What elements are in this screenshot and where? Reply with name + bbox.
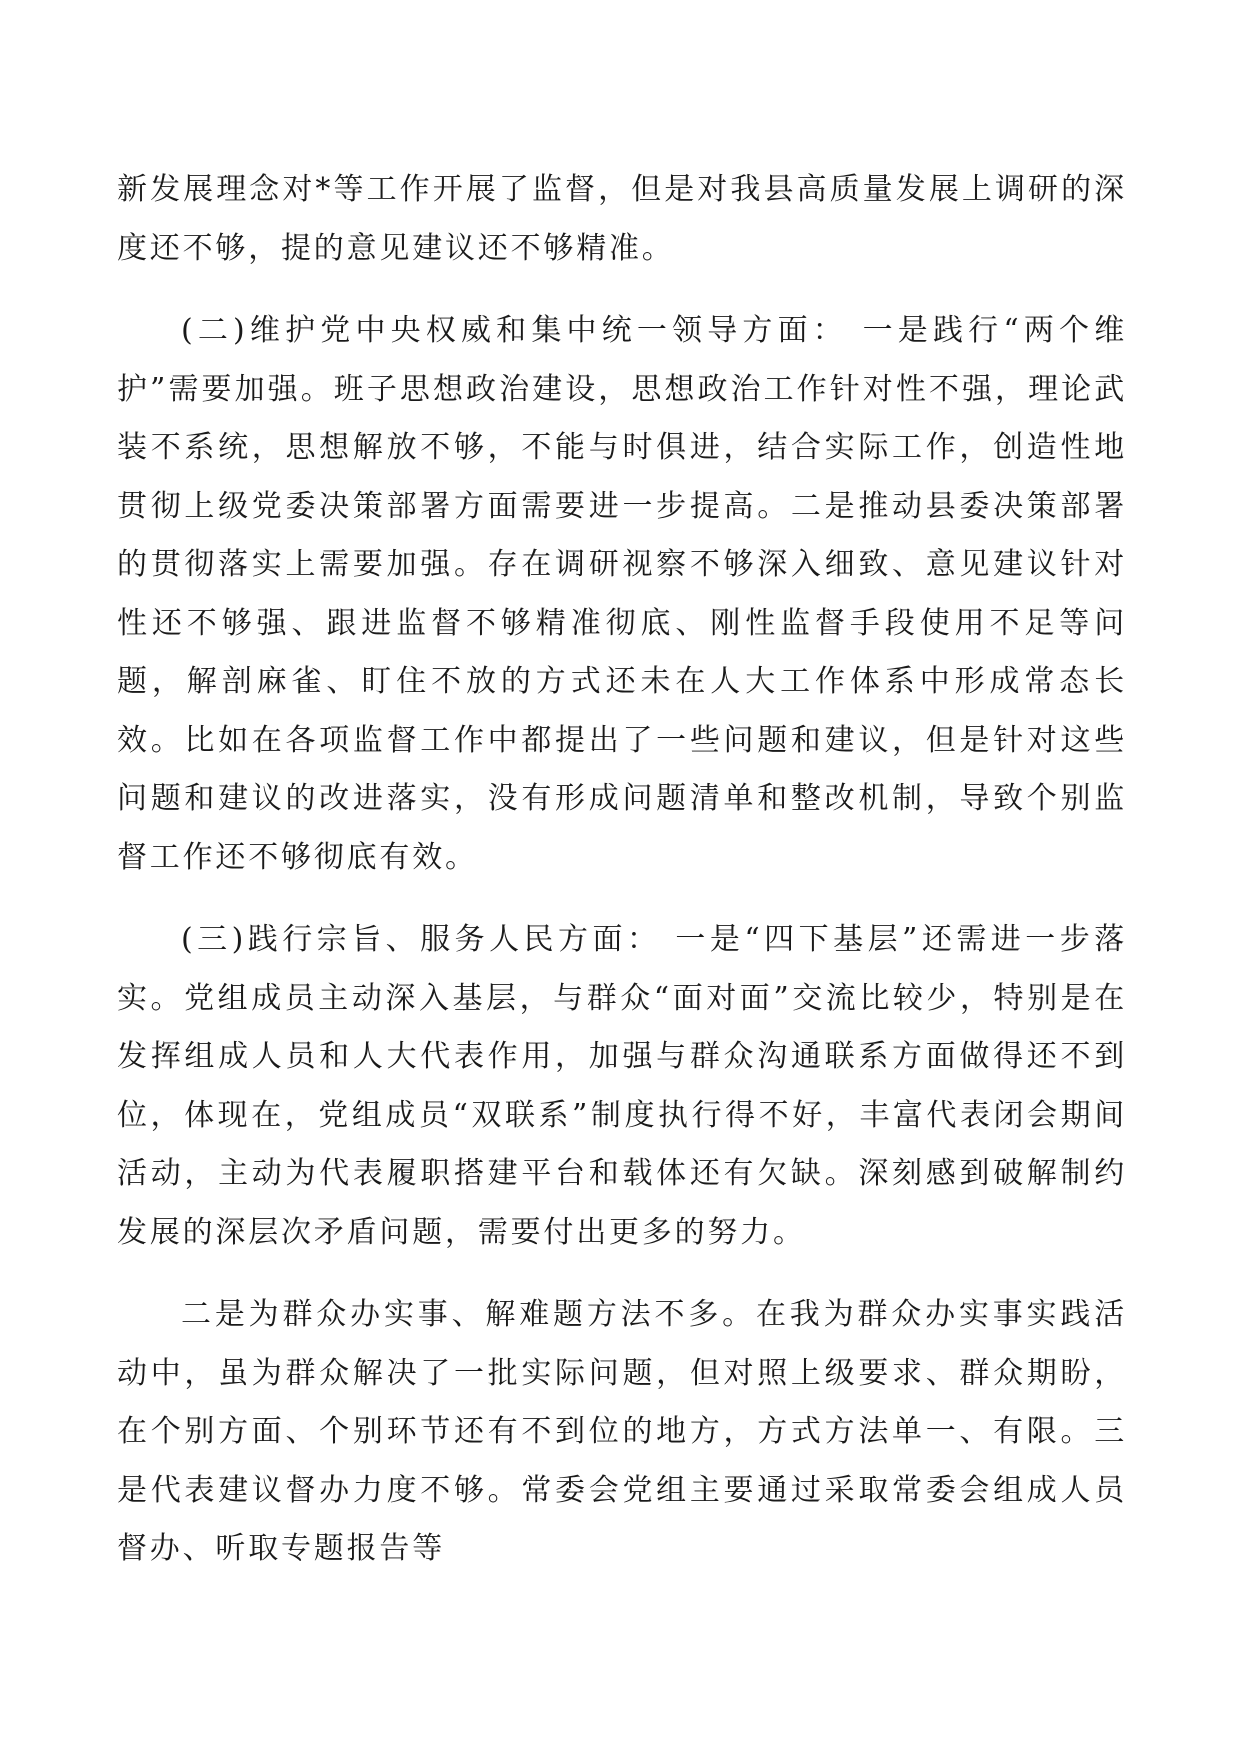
paragraph-section-three: (三)践行宗旨、服务人民方面： 一是“四下基层”还需进一步落实。党组成员主动深入基层，与群众“面对面”交流比较少，特别是在发挥组成人员和人大代表作用，加强与群众沟通联系方面做得还不到位，体现在，党组成员“双联系”制度执行得不好，丰富代表闭会期间活动，主动为代表履职搭建平台和载体还有欠缺。深刻感到破解制约发展的深层次矛盾问题，需要付出更多的努力。 — [117, 922, 1127, 1250]
paragraph-gap — [117, 887, 1127, 911]
paragraph-continuation: 新发展理念对*等工作开展了监督，但是对我县高质量发展上调研的深度还不够，提的意见建议还不够精准。 — [117, 172, 1127, 266]
paragraph-gap — [117, 278, 1127, 302]
paragraph-section-two: (二)维护党中央权威和集中统一领导方面： 一是践行“两个维护”需要加强。班子思想政治建设，思想政治工作针对性不强，理论武装不系统，思想解放不够，不能与时俱进，结合实际工作，创造性地贯彻上级党委决策部署方面需要进一步提高。二是推动县委决策部署的贯彻落实上需要加强。存在调研视察不够深入细致、意见建议针对性还不够强、跟进监督不够精准彻底、刚性监督手段使用不足等问题，解剖麻雀、盯住不放的方式还未在人大工作体系中形成常态长效。比如在各项监督工作中都提出了一些问题和建议，但是针对这些问题和建议的改进落实，没有形成问题清单和整改机制，导致个别监督工作还不够彻底有效。 — [117, 313, 1127, 875]
paragraph-gap — [117, 1262, 1127, 1286]
paragraph-point-two: 二是为群众办实事、解难题方法不多。在我为群众办实事实践活动中，虽为群众解决了一批实际问题，但对照上级要求、群众期盼，在个别方面、个别环节还有不到位的地方，方式方法单一、有限。三是代表建议督办力度不够。常委会党组主要通过采取常委会组成人员督办、听取专题报告等 — [117, 1297, 1127, 1566]
document-body — [117, 161, 1127, 1579]
